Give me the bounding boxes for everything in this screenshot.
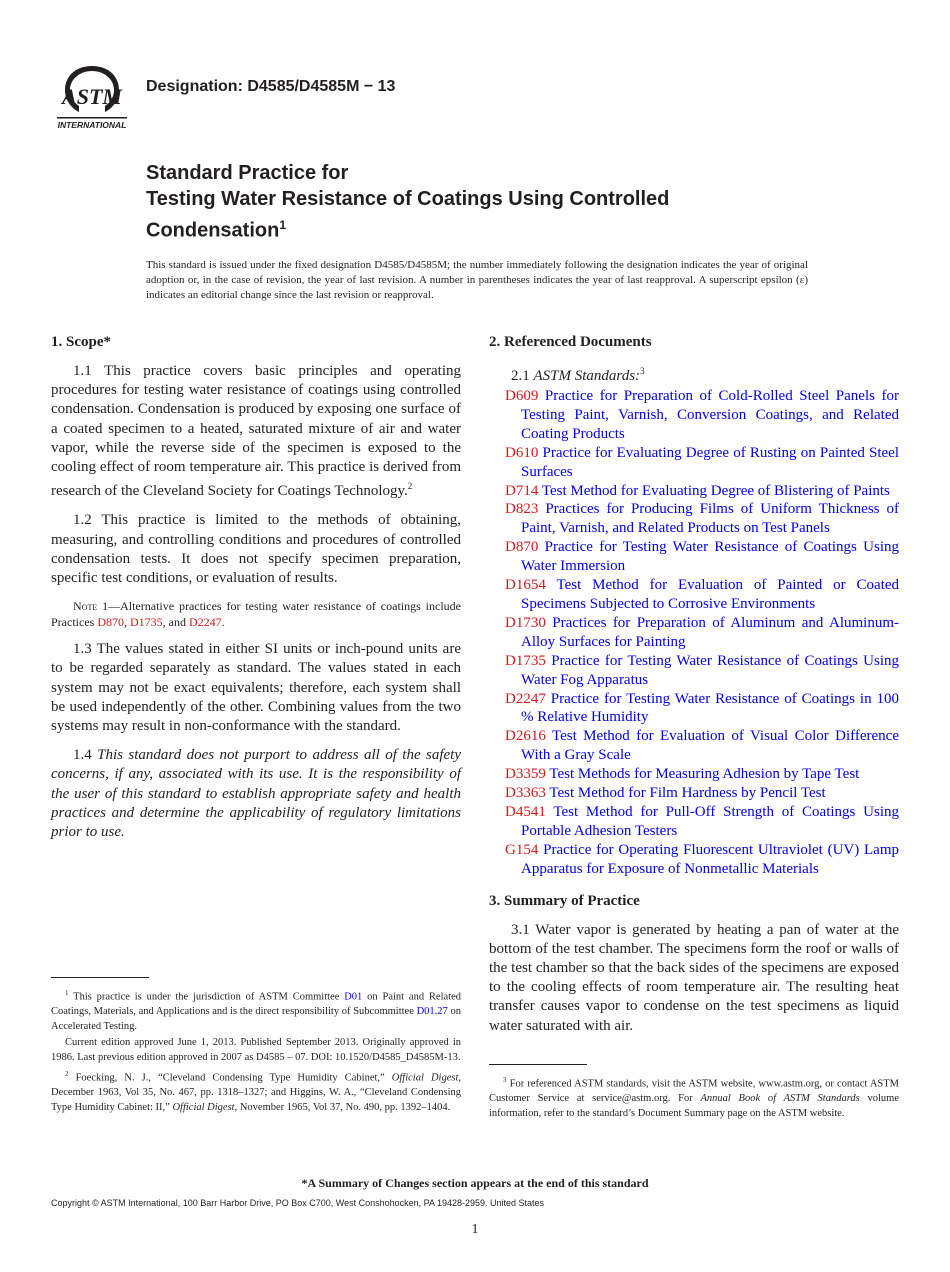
paragraph-1-3: 1.3 The values stated in either SI units or inch-pound units are to be regarded separately as standard. The values stated in each system may not be exact equivalents; therefore, each system shall be used independently of the other. Combining values from the two systems may result in non-conformance with the standard. [51, 641, 461, 735]
section-summary-heading: 3. Summary of Practice [489, 892, 640, 909]
paragraph-2-1: 2.1 ASTM Standards:$^3$ [511, 366, 645, 384]
reference-title-link[interactable]: Practice for Preparation of Cold-Rolled Steel Panels for Testing Paint, Varnish, Conversion Coatings, and Related Coating Products [521, 388, 900, 442]
title-line-2: Testing Water Resistance of Coatings Using Controlled [146, 188, 670, 210]
reference-title-link[interactable]: Practices for Preparation of Aluminum and Aluminum-Alloy Surfaces for Painting [521, 614, 899, 650]
reference-item [489, 500, 899, 538]
reference-code-link[interactable]: D3363 [505, 785, 546, 802]
reference-title-link[interactable]: Test Methods for Measuring Adhesion by Tape Test [549, 766, 860, 783]
reference-item [489, 387, 899, 444]
reference-title-link[interactable]: Test Method for Pull-Off Strength of Coatings Using Portable Adhesion Testers [521, 803, 899, 839]
reference-title-link[interactable]: Test Method for Evaluation of Painted or Coated Specimens Subjected to Corrosive Environments [521, 577, 899, 612]
reference-item [489, 444, 899, 482]
reference-title-link[interactable]: Practice for Evaluating Degree of Rusting on Painted Steel Surfaces [521, 444, 900, 480]
reference-item [489, 803, 899, 841]
astm-logo [51, 62, 133, 132]
reference-code-link[interactable]: D823 [505, 501, 539, 518]
reference-item [489, 765, 899, 784]
reference-code-link[interactable]: D870 [505, 539, 539, 556]
subcommittee-link[interactable]: D01.27 [416, 1006, 448, 1017]
ref-link-d1735[interactable]: D1735 [129, 615, 163, 630]
issuance-statement: This standard is issued under the fixed designation D4585/D4585M; the number immediately following the designation indicates the year of original adoption or, in the case of revision, the year of last revision. A number in parentheses indicates the year of last reapproval. A superscript epsilon (ε) indicates an editorial change since the last revision or reapproval. [146, 259, 808, 301]
reference-title-link[interactable]: Practice for Testing Water Resistance of Coatings Using Water Fog Apparatus [521, 652, 899, 688]
summary-of-changes-notice: *A Summary of Changes section appears at the end of this standard [301, 1176, 649, 1190]
footnotes-right [489, 1064, 899, 1123]
left-column [51, 332, 461, 852]
footnote-1-edition: Current edition approved June 1, 2013. Published September 2013. Originally approved in 1986. Last previous edition approved in 2007 as D4585 – 07. DOI: 10.1520/D4585_D4585M-13. [51, 1037, 461, 1063]
reference-code-link[interactable]: D609 [505, 388, 539, 404]
reference-item [489, 841, 899, 879]
reference-item [489, 652, 899, 690]
reference-title-link[interactable]: Practices for Producing Films of Uniform Thickness of Paint, Varnish, and Related Products on Test Panels [521, 501, 899, 537]
copyright-line: Copyright © ASTM International, 100 Barr Harbor Drive, PO Box C700, West Conshohocken, PA 19428-2959. United States [51, 1198, 545, 1208]
designation: Designation: D4585/D4585M − 13 [146, 78, 396, 95]
reference-code-link[interactable]: D1735 [505, 652, 546, 669]
reference-title-link[interactable]: Test Method for Evaluating Degree of Blistering of Paints [541, 482, 890, 499]
reference-code-link[interactable]: D3359 [505, 766, 546, 783]
committee-link[interactable]: D01 [344, 991, 363, 1003]
reference-code-link[interactable]: D2247 [505, 690, 546, 707]
title-footnote-ref: 1 [279, 218, 287, 232]
reference-item [489, 538, 899, 576]
reference-item [489, 690, 899, 728]
reference-item [489, 576, 899, 614]
section-scope-heading: 1. Scope* [51, 334, 111, 350]
reference-item [489, 727, 899, 765]
reference-item [489, 784, 899, 803]
reference-title-link[interactable]: Practice for Operating Fluorescent Ultraviolet (UV) Lamp Apparatus for Exposure of Nonmetallic Materials [521, 841, 900, 877]
paragraph-1-1: 1.1 This practice covers basic principles and operating procedures for testing water resistance of coatings using controlled condensation. Condensation is produced by exposing one surface of a coated specimen to a heated, saturated mixture of air and water vapor, while the reverse side of the specimen is exposed to the cooling effect of room temperature air. This practice is derived from research of the Cleveland Society for Coatings Technology.$^2$ [51, 363, 461, 500]
reference-title-link[interactable]: Test Method for Film Hardness by Pencil Test [549, 785, 826, 802]
reference-code-link[interactable]: D1654 [505, 577, 546, 594]
title-line-3: Condensation$^1$ [146, 218, 287, 242]
reference-code-link[interactable]: G154 [505, 841, 539, 858]
title-line-1: Standard Practice for [146, 162, 349, 184]
reference-item [489, 614, 899, 652]
footnote-3: $^3$ For referenced ASTM standards, visit the ASTM website, www.astm.org, or contact ASTM Customer Service at service@astm.org. For Annual Book of ASTM Standards volume information, refer to the standard’s Document Summary page on the ASTM website. [489, 1076, 899, 1119]
reference-title-link[interactable]: Practice for Testing Water Resistance of Coatings in 100 % Relative Humidity [521, 690, 900, 726]
footnote-rule [51, 977, 149, 978]
footnote-1: $^1$ This practice is under the jurisdiction of ASTM Committee D01 on Paint and Related Coatings, Materials, and Applications and is the direct responsibility of Subcommittee D01.27 on Accelerated Testing. [51, 989, 461, 1032]
reference-code-link[interactable]: D610 [505, 444, 539, 461]
paragraph-1-4: 1.4 This standard does not purport to address all of the safety concerns, if any, associated with its use. It is the responsibility of the user of this standard to establish appropriate safety and health practices and determine the applicability of regulatory limitations prior to use. [51, 747, 462, 841]
svg-text:ASTM: ASTM [62, 84, 122, 109]
right-column [489, 332, 899, 1046]
reference-code-link[interactable]: D1730 [505, 614, 546, 631]
section-referenced-heading: 2. Referenced Documents [489, 334, 652, 350]
paragraph-3-1: 3.1 Water vapor is generated by heating a pan of water at the bottom of the test chamber. The specimens form the roof or walls of the test chamber so that the back sides of the specimens are exposed to the cooling effects of room temperature air. The resulting heat transfer causes vapor to condense on the test specimens as liquid water saturated with air. [489, 921, 899, 1034]
paragraph-1-2: 1.2 This practice is limited to the methods of obtaining, measuring, and controlling conditions and procedures of controlled condensation tests. It does not specify specimen preparation, specific test conditions, or evaluation of results. [51, 512, 461, 587]
reference-code-link[interactable]: D2616 [505, 728, 546, 745]
note-1: Note 1—Alternative practices for testing water resistance of coatings include Practices D870, D1735, and D2247. [51, 599, 461, 630]
footnote-rule [489, 1064, 587, 1065]
reference-code-link[interactable]: D4541 [505, 803, 546, 820]
reference-title-link[interactable]: Practice for Testing Water Resistance of Coatings Using Water Immersion [521, 539, 899, 575]
document-title [146, 160, 846, 244]
reference-code-link[interactable]: D714 [505, 482, 539, 499]
logo-text: INTERNATIONAL [57, 120, 127, 130]
footnotes-left [51, 977, 461, 1117]
page-number: 1 [471, 1222, 479, 1237]
ref-link-d870[interactable]: D870 [97, 615, 124, 630]
reference-item [489, 482, 899, 501]
referenced-documents-list [489, 387, 899, 879]
ref-link-d2247[interactable]: D2247 [188, 615, 222, 630]
reference-title-link[interactable]: Test Method for Evaluation of Visual Color Difference With a Gray Scale [521, 728, 899, 764]
footnote-2: $^2$ Foecking, N. J., “Cleveland Condensing Type Humidity Cabinet,” Official Digest, December 1963, Vol 35, No. 467, pp. 1318–1327; and Higgins, W. A., “Cleveland Condensing Type Humidity Cabinet: II,” Official Digest, November 1965, Vol 37, No. 490, pp. 1392–1404. [51, 1070, 461, 1113]
